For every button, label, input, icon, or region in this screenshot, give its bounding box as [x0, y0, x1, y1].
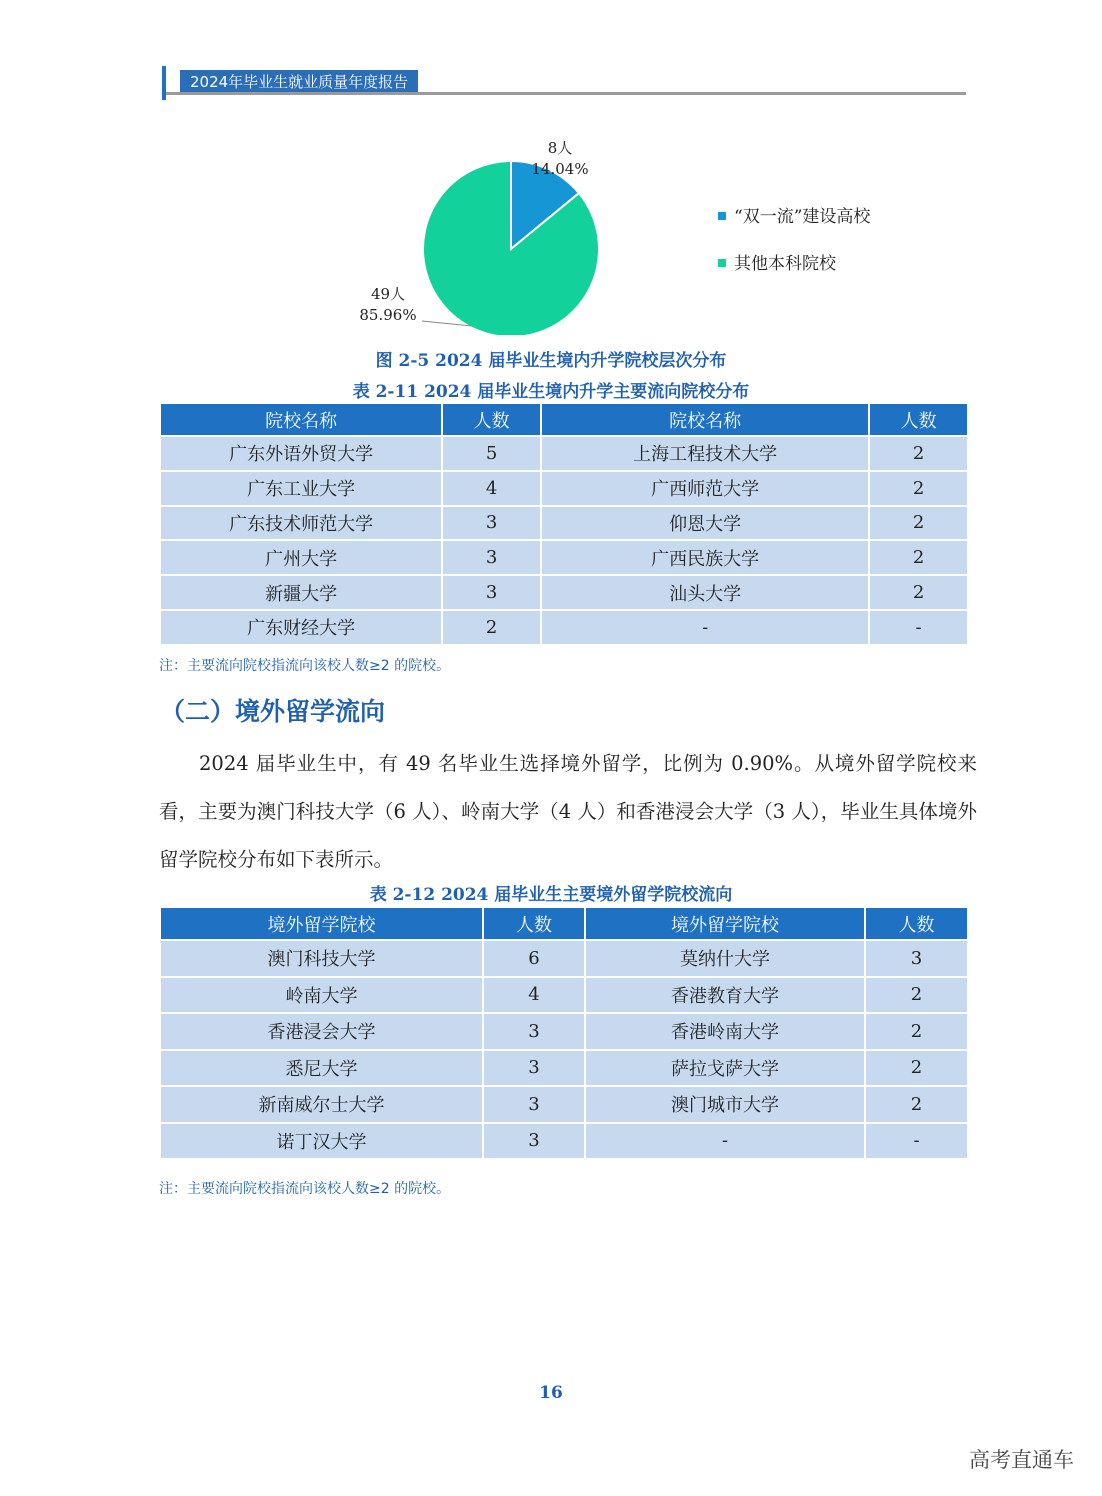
table-cell: 3	[484, 1051, 584, 1086]
table-cell: 2	[870, 507, 967, 540]
table-cell: 3	[443, 541, 540, 574]
table-cell: 2	[870, 472, 967, 505]
table-cell: 萨拉戈萨大学	[586, 1051, 864, 1086]
section-paragraph	[159, 740, 977, 884]
table-cell: 香港浸会大学	[161, 1014, 482, 1049]
table-cell: 广东外语外贸大学	[161, 437, 441, 470]
legend-swatch-double-first-class	[718, 212, 726, 220]
overseas-schools-table	[159, 906, 969, 1160]
slice-count-label-other: 49人	[370, 285, 406, 303]
table-cell: 3	[484, 1087, 584, 1122]
table-cell: 3	[484, 1124, 584, 1159]
table-row	[161, 611, 967, 644]
table-header-cell: 院校名称	[161, 404, 441, 435]
table-cell: 香港教育大学	[586, 978, 864, 1013]
table-cell: 2	[870, 437, 967, 470]
table-header-cell: 院校名称	[542, 404, 868, 435]
table-cell: 5	[443, 437, 540, 470]
table-cell: 广西师范大学	[542, 472, 868, 505]
table-cell: 香港岭南大学	[586, 1014, 864, 1049]
table-row	[161, 978, 967, 1013]
table-header-cell: 人数	[443, 404, 540, 435]
watermark: 高考直通车	[969, 1448, 1074, 1472]
section-heading: （二）境外留学流向	[160, 697, 386, 726]
table-cell: -	[586, 1124, 864, 1159]
table-cell: -	[542, 611, 868, 644]
table-cell: 3	[484, 1014, 584, 1049]
table-cell: 3	[443, 507, 540, 540]
table-row	[161, 541, 967, 574]
table-cell: 3	[443, 576, 540, 609]
table-cell: 新南威尔士大学	[161, 1087, 482, 1122]
table-cell: 4	[484, 978, 584, 1013]
table-header-cell: 境外留学院校	[161, 908, 482, 939]
legend-label-other: 其他本科院校	[734, 254, 836, 274]
table-row	[161, 472, 967, 505]
table-cell: 仰恩大学	[542, 507, 868, 540]
figure-caption: 图 2-5 2024 届毕业生境内升学院校层次分布	[375, 351, 727, 371]
table-cell: 3	[866, 941, 967, 976]
table2-note: 注：主要流向院校指流向该校人数≥2 的院校。	[159, 1181, 451, 1197]
table-header-cell: 人数	[484, 908, 584, 939]
table-cell: 广东技术师范大学	[161, 507, 441, 540]
table-header-cell: 境外留学院校	[586, 908, 864, 939]
header-rule	[166, 92, 966, 95]
legend-item-double-first-class	[718, 202, 870, 227]
header-title: 2024年毕业生就业质量年度报告	[180, 70, 418, 94]
table-cell: 2	[443, 611, 540, 644]
table-row	[161, 576, 967, 609]
page-number: 16	[539, 1383, 563, 1403]
table-row	[161, 1087, 967, 1122]
table1-note: 注：主要流向院校指流向该校人数≥2 的院校。	[159, 658, 451, 674]
table-row	[161, 437, 967, 470]
table-cell: 2	[866, 1014, 967, 1049]
slice-percent-label-other: 85.96%	[359, 306, 417, 324]
table-header-row	[161, 908, 967, 939]
table-row	[161, 1014, 967, 1049]
table-cell: -	[870, 611, 967, 644]
legend-item-other	[718, 249, 836, 274]
table-cell: 广东工业大学	[161, 472, 441, 505]
table-row	[161, 1124, 967, 1159]
table-cell: 广州大学	[161, 541, 441, 574]
table-cell: 2	[870, 576, 967, 609]
table2-caption: 表 2-12 2024 届毕业生主要境外留学院校流向	[369, 885, 733, 905]
table-cell: 6	[484, 941, 584, 976]
legend-swatch-other	[718, 259, 726, 267]
table-cell: 莫纳什大学	[586, 941, 864, 976]
table-row	[161, 507, 967, 540]
table-cell: 2	[866, 1087, 967, 1122]
table-cell: 上海工程技术大学	[542, 437, 868, 470]
table-cell: 4	[443, 472, 540, 505]
slice-percent-label-double-first-class: 14.04%	[531, 160, 589, 178]
table-cell: 2	[866, 978, 967, 1013]
table-cell: 诺丁汉大学	[161, 1124, 482, 1159]
table-cell: 岭南大学	[161, 978, 482, 1013]
table-row	[161, 1051, 967, 1086]
table-cell: -	[866, 1124, 967, 1159]
slice-count-label-double-first-class: 8人	[547, 139, 573, 157]
table-cell: 澳门科技大学	[161, 941, 482, 976]
legend-label-double-first-class: “双一流”建设高校	[734, 207, 871, 227]
table-cell: 2	[870, 541, 967, 574]
table-cell: 广西民族大学	[542, 541, 868, 574]
domestic-schools-table	[159, 402, 969, 646]
pie-slices	[423, 161, 599, 335]
table-cell: 汕头大学	[542, 576, 868, 609]
table-header-row	[161, 404, 967, 435]
table-cell: 新疆大学	[161, 576, 441, 609]
table-cell: 澳门城市大学	[586, 1087, 864, 1122]
table-header-cell: 人数	[870, 404, 967, 435]
table-row	[161, 941, 967, 976]
table-cell: 悉尼大学	[161, 1051, 482, 1086]
table-cell: 广东财经大学	[161, 611, 441, 644]
table1-caption: 表 2-11 2024 届毕业生境内升学主要流向院校分布	[352, 382, 750, 402]
table-cell: 2	[866, 1051, 967, 1086]
table-header-cell: 人数	[866, 908, 967, 939]
paragraph-text: 2024 届毕业生中，有 49 名毕业生选择境外留学，比例为 0.90%。从境外留学院校来看，主要为澳门科技大学（6 人）、岭南大学（4 人）和香港浸会大学（3 人），毕业生具体境外留学院校分布如下表所示。	[159, 752, 977, 871]
pie-chart	[340, 135, 770, 335]
